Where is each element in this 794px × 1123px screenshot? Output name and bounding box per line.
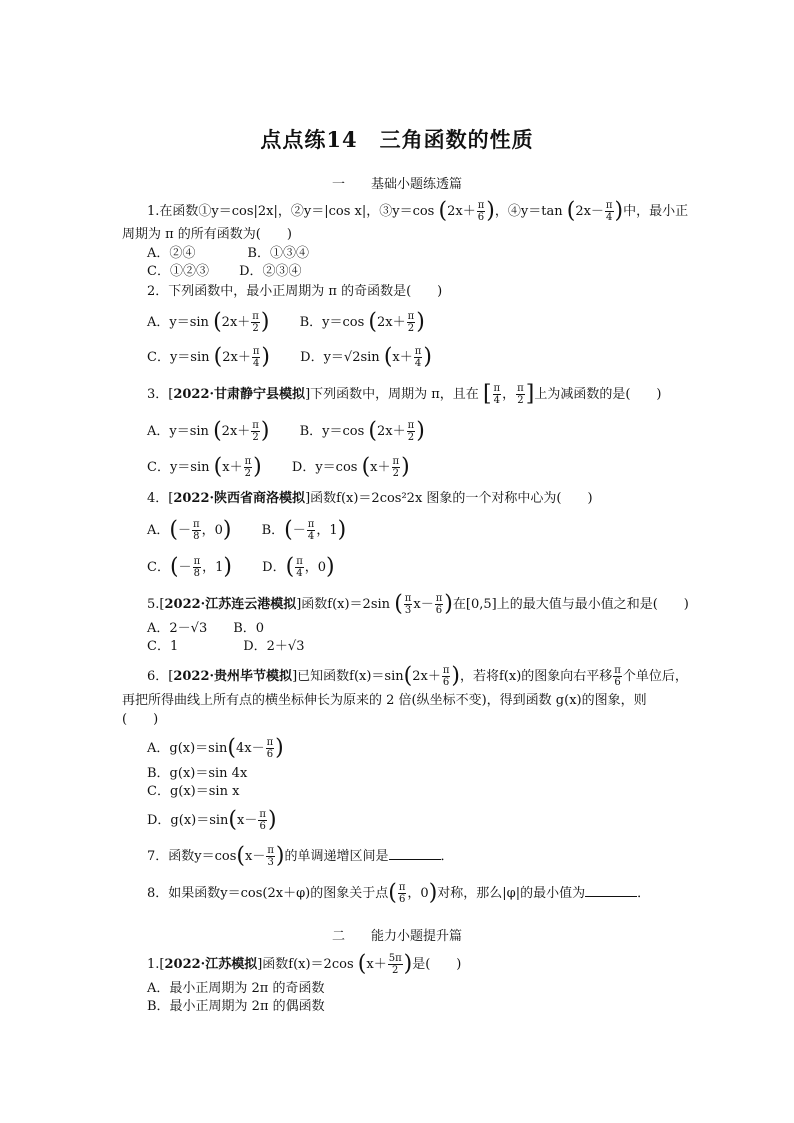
question-8: 8．如果函数y＝cos(2x＋φ)的图象关于点( $\frac{\pi}{6}$ ，0)对称，那么|φ|的最小值为 ． [147, 880, 651, 906]
q1-text-a: 1.在函数①y＝cos|2x|，②y＝|cos x|，③y＝cos [147, 204, 435, 219]
p1-source: 2022·江苏模拟 [164, 957, 258, 972]
q7-text-c: ． [440, 849, 454, 864]
q3-option-a: A．y＝sin [147, 424, 209, 439]
q4-option-b: B． [261, 523, 285, 538]
q3-source: 2022·甘肃静宁县模拟 [173, 387, 306, 402]
q2-option-b: B．y＝cos [299, 315, 365, 330]
part2-question-1-option-b: B．最小正周期为 2π 的偶函数 [147, 999, 325, 1014]
q7-text-a: 7．函数y＝cos [147, 849, 237, 864]
question-2-options-cd: C．y＝sin (2x＋ $\frac{\pi}{4}$ ) D．y＝√2sin (x＋ $\frac{\pi}{4}$ ) [147, 344, 432, 370]
q2-option-a: A．y＝sin [147, 315, 209, 330]
question-3-stem: 3．[2022·甘肃静宁县模拟]下列函数中，周期为 π，且在 [ $\frac{\pi}{4}$ ， $\frac{\pi}{2}$ ]上为减函数的是( ) [147, 381, 662, 407]
q8-answer-blank[interactable] [585, 884, 637, 897]
q8-text-b: 对称，那么|φ|的最小值为 [437, 886, 586, 901]
q3-option-d: D．y＝cos [291, 460, 358, 475]
q3-stem2: 上为减函数的是( ) [534, 387, 662, 402]
p1-stem2: 是( ) [412, 957, 462, 972]
question-4-options-ab: A．(－ $\frac{\pi}{8}$ ，0) B．(－ $\frac{\pi}{4}$ ，1) [147, 517, 347, 543]
question-2-stem: 2．下列函数中，最小正周期为 π 的奇函数是( ) [147, 284, 443, 299]
question-1-options-cd: C．①②③ D．②③④ [147, 264, 302, 279]
q2-option-d: D．y＝√2sin [300, 350, 380, 365]
q6-stem2: ，若将f(x)的图象向右平移 [460, 669, 613, 684]
q2-option-c: C．y＝sin [147, 350, 210, 365]
q5-stem2: 在[0,5]上的最大值与最小值之和是( ) [452, 597, 689, 612]
section-heading-1: 一 基础小题练透篇 [331, 177, 462, 192]
q4-stem: ]函数f(x)＝2cos²2x 图象的一个对称中心为( ) [305, 491, 593, 506]
q4-num: 4．[ [147, 491, 174, 506]
q6-stem1: ]已知函数f(x)＝sin [292, 669, 404, 684]
question-1-stem: 1.在函数①y＝cos|2x|，②y＝|cos x|，③y＝cos (2x＋ $\frac{\pi}{6}$ )，④y＝tan (2x－ $\frac{\pi}{4}$ )中，最小正 [147, 198, 689, 224]
question-6-stem: 6．[2022·贵州毕节模拟]已知函数f(x)＝sin(2x＋ $\frac{\pi}{6}$ )，若将f(x)的图象向右平移 $\frac{\pi}{6}$ 个单位后， [147, 663, 688, 689]
question-3-options-ab: A．y＝sin (2x＋ $\frac{\pi}{2}$ ) B．y＝cos (2x＋ $\frac{\pi}{2}$ ) [147, 418, 425, 444]
q6-stem3: 个单位后， [622, 669, 688, 684]
q5-source: 2022·江苏连云港模拟 [164, 597, 297, 612]
question-5-options-ab: A．2－√3 B．0 [147, 621, 265, 636]
part2-question-1-stem: 1.[2022·江苏模拟]函数f(x)＝2cos (x＋ $\frac{5\pi}{2}$ )是( ) [147, 951, 462, 977]
q8-text-a: 8．如果函数y＝cos(2x＋φ)的图象关于点 [147, 886, 389, 901]
q6-option-a: A．g(x)＝sin [147, 741, 228, 756]
question-1-line2: 周期为 π 的所有函数为( ) [122, 227, 292, 242]
question-7: 7．函数y＝cos(x－ $\frac{\pi}{3}$ )的单调递增区间是 ． [147, 843, 454, 869]
q5-num: 5.[ [147, 597, 165, 612]
question-1-options-ab: A．②④ B．①③④ [147, 246, 309, 261]
question-6-line3: ( ) [122, 712, 159, 727]
q6-num: 6．[ [147, 669, 174, 684]
p1-num: 1.[ [147, 957, 165, 972]
q4-option-a: A． [147, 523, 170, 538]
part2-question-1-option-a: A．最小正周期为 2π 的奇函数 [147, 981, 325, 996]
q3-num: 3．[ [147, 387, 174, 402]
q3-stem1: ]下列函数中，周期为 π，且在 [305, 387, 479, 402]
q3-option-c: C．y＝sin [147, 460, 210, 475]
q7-text-b: 的单调递增区间是 [284, 849, 389, 864]
question-6-option-a: A．g(x)＝sin(4x－ $\frac{\pi}{6}$ ) [147, 735, 284, 761]
question-4-options-cd: C．(－ $\frac{\pi}{8}$ ，1) D．( $\frac{\pi}{4}$ ，0) [147, 554, 335, 580]
question-6-option-d: D．g(x)＝sin(x－ $\frac{\pi}{6}$ ) [147, 807, 277, 833]
q4-option-c: C． [147, 560, 170, 575]
page-title: 点点练14 三角函数的性质 [260, 127, 534, 152]
q6-option-d: D．g(x)＝sin [147, 813, 229, 828]
question-4-stem [147, 490, 593, 508]
q5-stem1: ]函数f(x)＝2sin [296, 597, 391, 612]
q6-source: 2022·贵州毕节模拟 [173, 669, 293, 684]
question-6-option-c: C．g(x)＝sin x [147, 784, 240, 799]
question-6-line2: 再把所得曲线上所有点的横坐标伸长为原来的 2 倍(纵坐标不变)，得到函数 g(x)的图象，则 [122, 693, 647, 708]
q1-text-b: ，④y＝tan [494, 204, 563, 219]
section-heading-2: 二 能力小题提升篇 [331, 929, 462, 944]
q4-source: 2022·陕西省商洛模拟 [173, 491, 306, 506]
question-5-options-cd: C．1 D．2＋√3 [147, 639, 305, 654]
p1-stem1: ]函数f(x)＝2cos [257, 957, 354, 972]
question-5-stem: 5.[2022·江苏连云港模拟]函数f(x)＝2sin ( $\frac{\pi}{3}$ x－ $\frac{\pi}{6}$ )在[0,5]上的最大值与最小值之和是( ) [147, 591, 689, 617]
q7-answer-blank[interactable] [389, 847, 441, 860]
question-3-options-cd: C．y＝sin (x＋ $\frac{\pi}{2}$ ) D．y＝cos (x＋ $\frac{\pi}{2}$ ) [147, 454, 410, 480]
q1-text-c: 中，最小正 [623, 204, 689, 219]
q4-option-d: D． [262, 560, 286, 575]
question-2-options-ab: A．y＝sin (2x＋ $\frac{\pi}{2}$ ) B．y＝cos (2x＋ $\frac{\pi}{2}$ ) [147, 309, 425, 335]
question-6-option-b: B．g(x)＝sin 4x [147, 766, 248, 781]
q3-option-b: B．y＝cos [299, 424, 365, 439]
q8-text-c: ． [637, 886, 651, 901]
